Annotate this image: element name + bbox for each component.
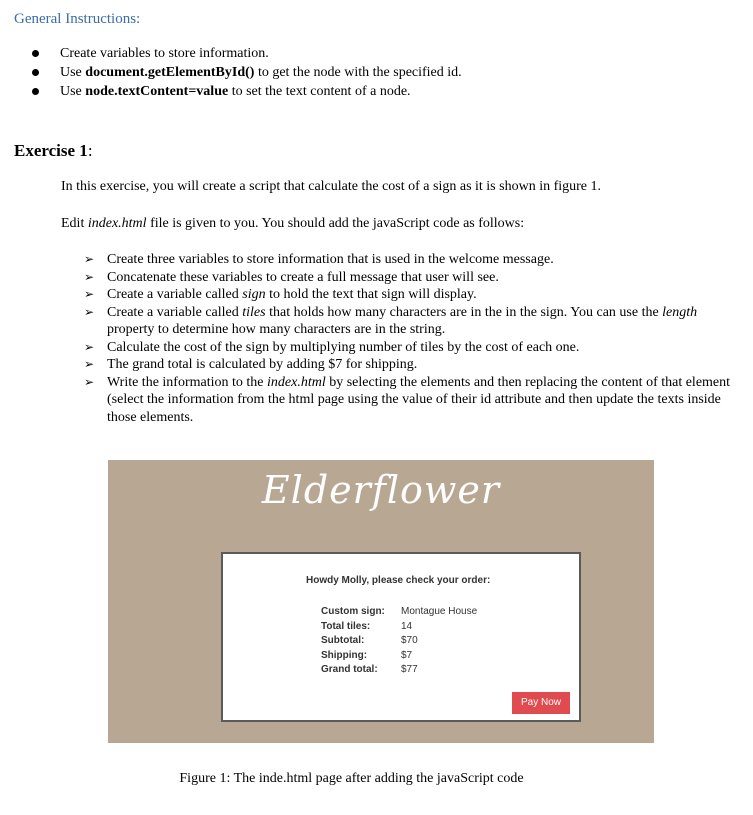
- step-item: ➢ Concatenate these variables to create a full message that user will see.: [84, 269, 499, 285]
- step-item: ➢ Create three variables to store information that is used in the welcome message.: [84, 252, 554, 267]
- order-row: [321, 664, 477, 679]
- list-item: Use node.textContent=value to set the text content of a node.: [32, 82, 462, 101]
- step-item: ➢ Calculate the cost of the sign by multiplying number of tiles by the cost of each one.: [84, 339, 580, 355]
- step-item: ➢ Create a variable called sign to hold the text that sign will display.: [84, 287, 477, 302]
- arrow-bullet-icon: ➢: [84, 252, 95, 266]
- general-instructions-heading: General Instructions:: [14, 11, 141, 27]
- order-row-value: 14: [401, 620, 413, 632]
- arrow-bullet-icon: ➢: [84, 357, 95, 371]
- exercise-intro: In this exercise, you will create a script that calculate the cost of a sign as it is shown in figure 1.: [61, 179, 602, 194]
- figure-caption: Figure 1: The inde.html page after adding the javaScript code: [179, 771, 524, 786]
- bullet-icon: [32, 88, 39, 95]
- order-row: [321, 621, 477, 636]
- order-row-value: $77: [401, 664, 418, 675]
- list-item: Create variables to store information.: [32, 44, 462, 63]
- arrow-bullet-icon: ➢: [84, 304, 95, 319]
- order-row-label: Shipping:: [321, 649, 368, 661]
- exercise-steps-list: [84, 251, 734, 426]
- bullet-icon: [32, 50, 39, 57]
- order-row: [321, 650, 477, 665]
- exercise-heading: Exercise 1:: [14, 141, 93, 160]
- order-row-label: Subtotal:: [321, 635, 365, 646]
- figure-screenshot: [108, 460, 654, 743]
- pay-now-button[interactable]: Pay Now: [512, 692, 570, 714]
- order-row-label: Custom sign:: [321, 606, 385, 617]
- elderflower-logo: Elderflower: [261, 468, 501, 512]
- general-instructions-list: [32, 44, 462, 101]
- bullet-icon: [32, 69, 39, 76]
- order-row-label: Grand total:: [321, 664, 378, 675]
- order-summary: [321, 606, 477, 679]
- order-row: [321, 635, 477, 650]
- order-row-value: $7: [401, 649, 413, 661]
- step-item: ➢ Write the information to the index.html by selecting the elements and then replacing the content of that element (select the information from the html page using the value of their id attribute and then update the texts inside those elements.: [84, 374, 731, 425]
- arrow-bullet-icon: ➢: [84, 374, 95, 389]
- greeting-text: Howdy Molly, please check your order:: [306, 575, 491, 586]
- arrow-bullet-icon: ➢: [84, 269, 95, 284]
- order-row: [321, 606, 477, 621]
- step-item: ➢ Create a variable called tiles that holds how many characters are in the in the sign. You can use the length property to determine how many characters are in the string.: [84, 304, 698, 337]
- list-item: Use document.getElementById() to get the node with the specified id.: [32, 63, 462, 82]
- order-row-value: $70: [401, 635, 418, 646]
- order-row-label: Total tiles:: [321, 620, 371, 632]
- order-card: [221, 552, 581, 722]
- order-row-value: Montague House: [401, 606, 478, 617]
- arrow-bullet-icon: ➢: [84, 339, 95, 354]
- step-item: ➢ The grand total is calculated by adding $7 for shipping.: [84, 357, 418, 372]
- arrow-bullet-icon: ➢: [84, 287, 95, 301]
- exercise-edit-note: Edit index.html file is given to you. You should add the javaScript code as follows:: [61, 216, 525, 231]
